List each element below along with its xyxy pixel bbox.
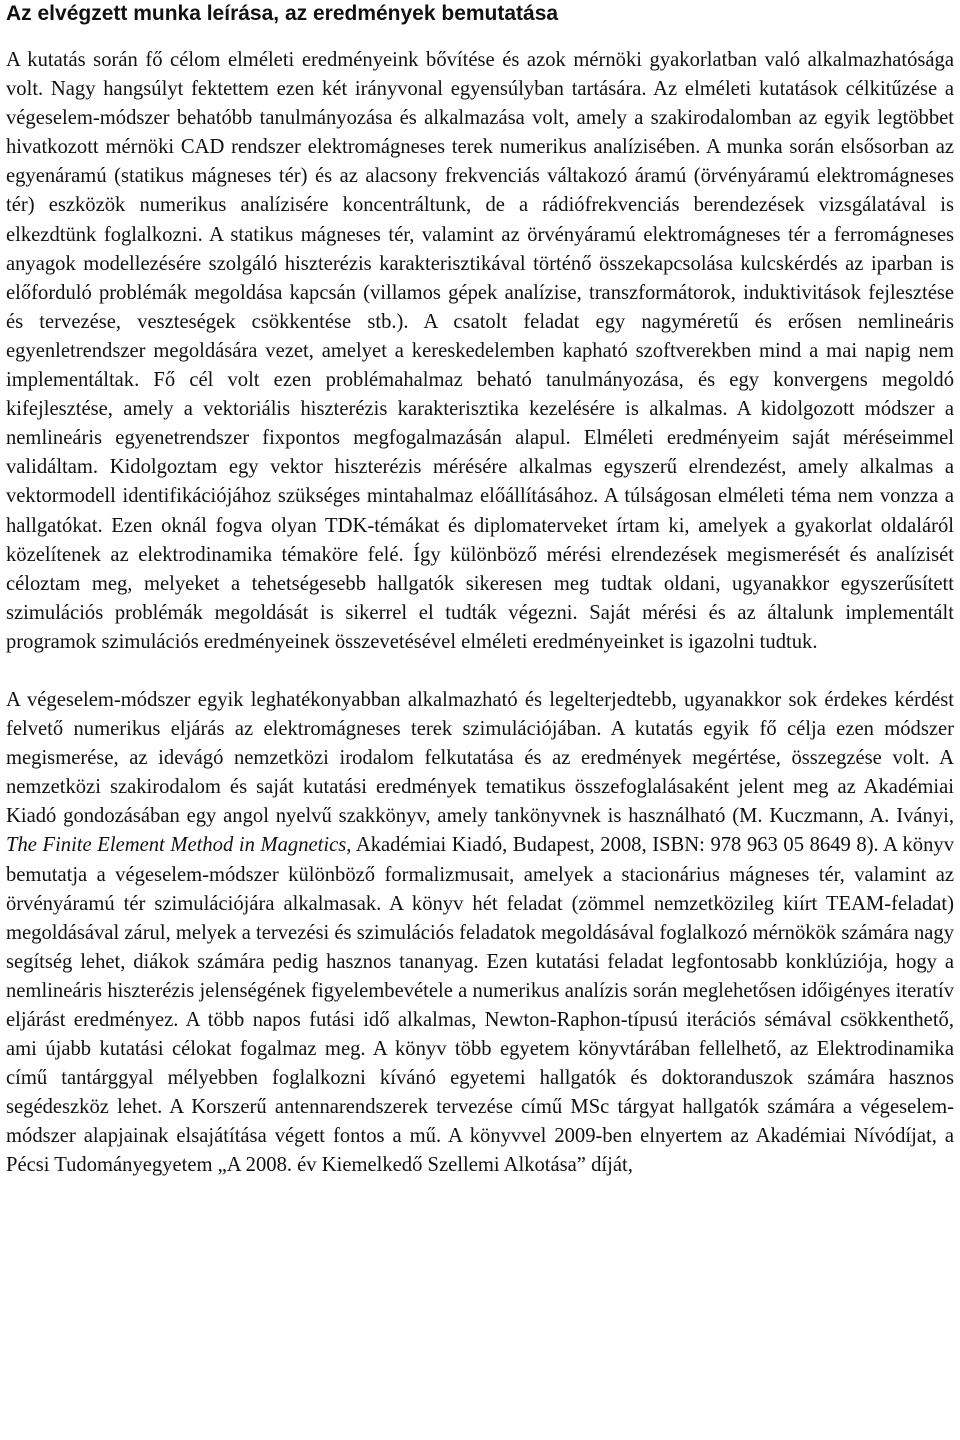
paragraph-book-text-end: , Akadémiai Kiadó, Budapest, 2008, ISBN: 978 963 05 8649 8). A könyv bemutatja a végeselem-módszer különböző formalizmusait, amelyek a stacionárius mágneses tér, valamint az örvényáramú tér szimulációjára alkalmasak. A könyv hét feladat (zömmel nemzetközileg kiírt TEAM-feladat) megoldásával zárul, melyek a tervezési és szimulációs feladatok megoldásával foglalkozó mérnökök számára nagy segítség lehet, diákok számára pedig hasznos tananyag. Ezen kutatási feladat legfontosabb konklúziója, hogy a nemlineáris hiszterézis jelenségének figyelembevétele a numerikus analízis során meglehetősen időigényes iteratív eljárást eredményez. A több napos futási idő alkalmas, Newton-Raphon-típusú iterációs sémával csökkenthető, ami újabb kutatási célokat fogalmaz meg. A könyv több egyetem könyvtárában fellelhető, az Elektrodinamika című tantárggyal mélyebben foglalkozni kívánó egyetemi hallgatók és doktoranduszok számára hasznos segédeszköz lehet. A Korszerű antennarendszerek tervezése című MSc tárgyat hallgatók számára a végeselem-módszer alapjainak elsajátítása végett fontos a mű. A könyvvel 2009-ben elnyertem az Akadémiai Nívódíjat, a Pécsi Tudományegyetem „A 2008. év Kiemelkedő Szellemi Alkotása” díját, — [6, 834, 954, 1177]
paragraph-research-summary: A kutatás során fő célom elméleti eredményeink bővítése és azok mérnöki gyakorlatban való alkalmazhatósága volt. Nagy hangsúlyt fektettem ezen két irányvonal egyensúlyban tartására. Az elméleti kutatások célkitűzése a végeselem-módszer behatóbb tanulmányozása és alkalmazása volt, amely a szakirodalomban az egyik legtöbbet hivatkozott mérnöki CAD rendszer elektromágneses terek numerikus analízisében. A munka során elsősorban az egyenáramú (statikus mágneses tér) és az alacsony frekvenciás váltakozó áramú (örvényáramú elektromágneses tér) eszközök numerikus analízisére koncentráltunk, de a rádiófrekvenciás berendezések vizsgálatával is elkezdtünk foglalkozni. A statikus mágneses tér, valamint az örvényáramú elektromágneses tér a ferromágneses anyagok modellezésére szolgáló hiszterézis karakterisztikával történő összekapcsolása kulcskérdés az iparban is előforduló problémák megoldása kapcsán (villamos gépek analízise, transzformátorok, induktivitások fejlesztése és tervezése, veszteségek csökkentése stb.). A csatolt feladat egy nagyméretű és erősen nemlineáris egyenletrendszer megoldására vezet, amelyet a kereskedelemben kapható szoftverekben mind a mai napig nem implementáltak. Fő cél volt ezen problémahalmaz beható tanulmányozása, és egy konvergens megoldó kifejlesztése, amely a vektoriális hiszterézis karakterisztika kezelésére is alkalmas. A kidolgozott módszer a nemlineáris egyenetrendszer fixpontos megfogalmazásán alapul. Elméleti eredményeim saját méréseimmel validáltam. Kidolgoztam egy vektor hiszterézis mérésére alkalmas egyszerű elrendezést, amely alkalmas a vektormodell identifikációjához szükséges mintahalmaz előállításához. A túlságosan elméleti téma nem vonzza a hallgatókat. Ezen oknál fogva olyan TDK-témákat és diplomaterveket írtam ki, amelyek a gyakorlat oldaláról közelítenek az elektrodinamika témaköre felé. Így különböző mérési elrendezések megismerését és analízisét céloztam meg, melyeket a tehetségesebb hallgatók sikeresen meg tudtak oldani, ugyanakkor egyszerűsített szimulációs problémák megoldását is sikerrel el tudták végezni. Saját mérési és az általunk implementált programok szimulációs eredményeinek összevetésével elméleti eredményeinket is igazolni tudtuk. — [6, 49, 954, 653]
document-page — [6, 0, 954, 1181]
book-title: The Finite Element Method in Magnetics — [6, 834, 347, 857]
paragraph-book-summary — [6, 686, 954, 1181]
paragraph-book-text-start: A végeselem-módszer egyik leghatékonyabban alkalmazható és legelterjedtebb, ugyanakkor sok érdekes kérdést felvető numerikus eljárás az elektromágneses terek szimulációjában. A kutatás egyik fő célja ezen módszer megismerése, az idevágó nemzetközi irodalom felkutatása és az eredmények megértése, összegzése volt. A nemzetközi szakirodalom és saját kutatási eredmények tematikus összefoglalásaként jelent meg az Akadémiai Kiadó gondozásában egy angol nyelvű szakkönyv, amely tankönyvnek is használható (M. Kuczmann, A. Iványi, — [6, 688, 954, 828]
section-heading: Az elvégzett munka leírása, az eredmények bemutatása — [6, 2, 559, 25]
